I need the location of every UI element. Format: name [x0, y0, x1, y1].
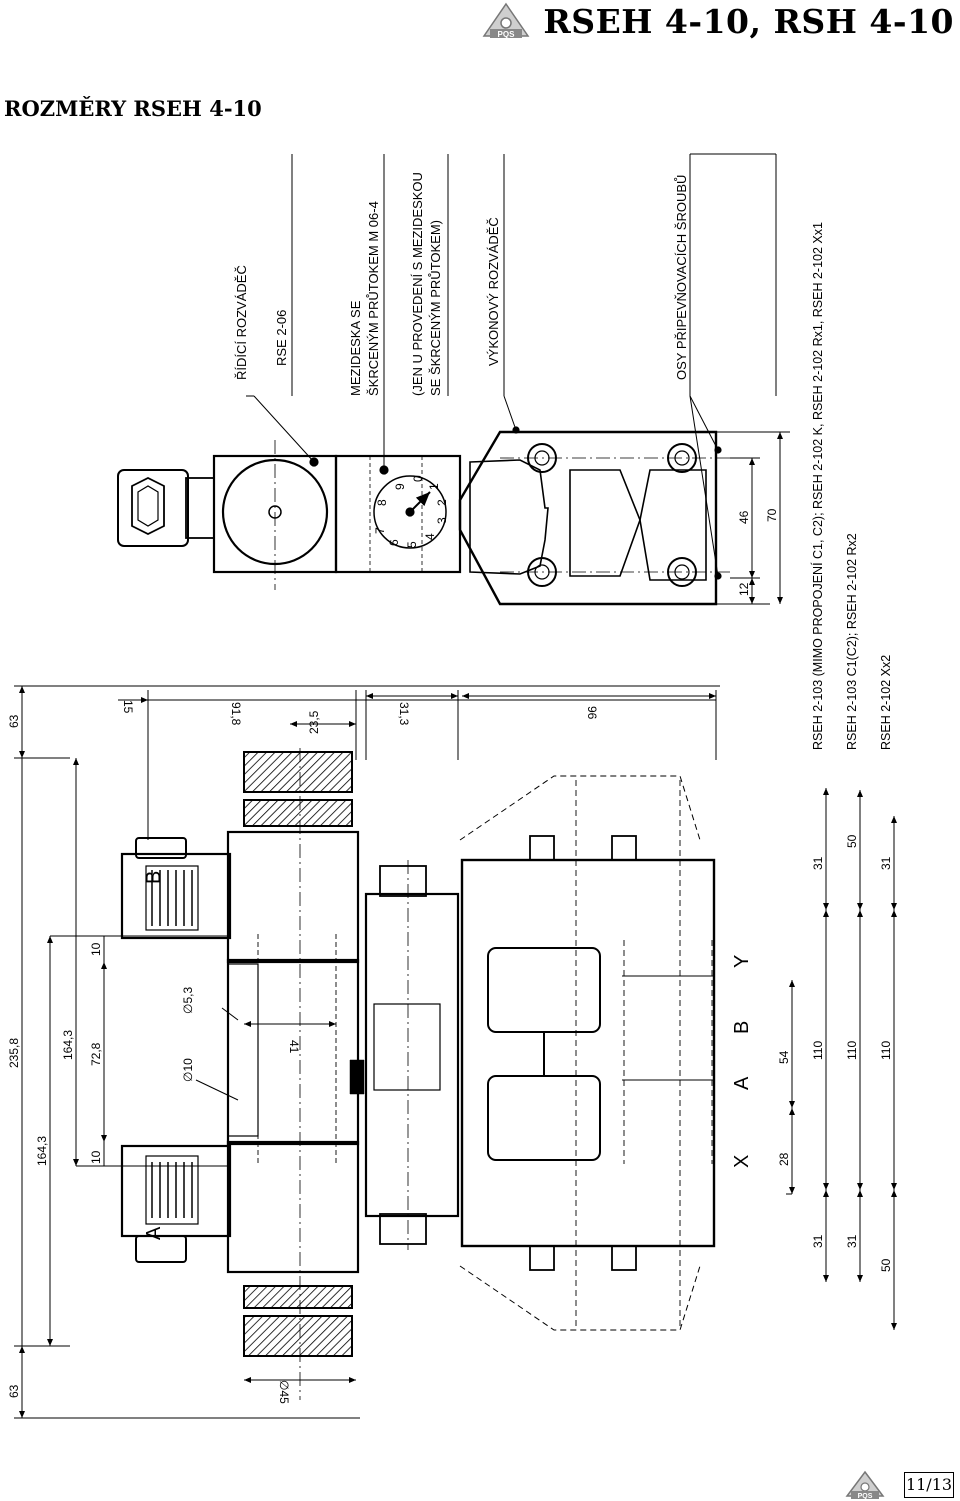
port-x: X: [731, 1154, 753, 1168]
section-title: ROZMĚRY RSEH 4-10: [4, 96, 262, 121]
main-valve-flange: [460, 427, 730, 604]
callout-bolt-axes: OSY PŘIPEVŇOVACÍCH ŠROUBŮ: [674, 174, 689, 380]
header-title: RSEH 4-10, RSH 4-10: [543, 2, 954, 41]
callout-control-valve-type: RSE 2-06: [274, 309, 289, 366]
dim-63-bottom: 63: [7, 1384, 21, 1398]
dim-164-left: 164,3: [61, 1029, 75, 1060]
coil-a: [122, 1146, 230, 1262]
dial-7: 7: [373, 527, 387, 534]
dim-r2-31: 31: [845, 1234, 859, 1248]
dial-2: 2: [435, 499, 449, 506]
dial-1: 1: [427, 483, 441, 490]
variant-row3: RSEH 2-102 Xx2: [879, 654, 893, 750]
dim-46: 46: [737, 510, 751, 524]
intermediate-plate-top: [336, 456, 460, 572]
dim-r1-31b: 31: [811, 1234, 825, 1248]
dial-6: 6: [387, 539, 401, 546]
dim-63-top: 63: [7, 714, 21, 728]
dim-r2-50: 50: [845, 834, 859, 848]
dim-15: 15: [121, 700, 135, 714]
coil-label-a: A: [143, 1226, 165, 1240]
dim-r3-110: 110: [879, 1040, 893, 1060]
page-number: 11/13: [904, 1472, 954, 1498]
callout-plate-line1: MEZIDESKA SE: [348, 300, 363, 396]
solenoid-nut-top: [244, 752, 352, 826]
dim-phi10: ∅10: [181, 1058, 195, 1082]
dial-0: 0: [411, 475, 425, 482]
dial-5: 5: [405, 541, 419, 548]
dial-8: 8: [375, 499, 389, 506]
dim-41: 41: [287, 1040, 301, 1054]
dim-54: 54: [777, 1050, 791, 1064]
dim-10-right: 10: [89, 1150, 103, 1164]
dim-r1-31a: 31: [811, 856, 825, 870]
dim-918: 91,8: [229, 702, 243, 726]
dim-r3-31: 31: [879, 856, 893, 870]
dial-9: 9: [393, 483, 407, 490]
control-valve-top: [214, 440, 336, 590]
main-valve-side: [460, 776, 714, 1330]
footer-pqs-logo: [842, 1470, 888, 1500]
port-b: B: [731, 1020, 753, 1034]
dim-70: 70: [765, 508, 779, 522]
coil-label-b: B: [143, 870, 165, 884]
variant-row2: RSEH 2-103 C1(C2); RSEH 2-102 Rx2: [845, 533, 859, 750]
dial-4: 4: [423, 533, 437, 540]
dim-r1-110: 110: [811, 1040, 825, 1060]
callout-plate-note1: (JEN U PROVEDENÍ S MEZIDESKOU: [410, 172, 425, 396]
dim-28: 28: [777, 1152, 791, 1166]
callout-control-valve: ŘÍDÍCÍ ROZVÁDĚČ: [234, 265, 249, 380]
dim-164-right: 164,3: [35, 1135, 49, 1166]
dim-313: 31,3: [397, 702, 411, 726]
coil-b: [122, 838, 230, 938]
dim-phi53: ∅5,3: [181, 986, 195, 1014]
dim-235: 235,8: [7, 1037, 21, 1068]
callout-main-valve: VÝKONOVÝ ROZVÁDĚČ: [486, 217, 501, 366]
dim-235b: 23,5: [307, 710, 321, 734]
variant-row1: RSEH 2-103 (MIMO PROPOJENÍ C1, C2); RSEH 2-102 K, RSEH 2-102 Rx1, RSEH 2-102 Xx1: [811, 222, 825, 750]
dim-r2-110: 110: [845, 1040, 859, 1060]
dim-10-left: 10: [89, 942, 103, 956]
dim-72: 72,8: [89, 1042, 103, 1066]
solenoid-nut-bottom: [244, 1286, 352, 1356]
footer-logo-text: PQS: [857, 1493, 873, 1500]
dim-phi45: ∅45: [277, 1380, 291, 1404]
intermediate-plate-side: [366, 860, 458, 1250]
port-a: A: [731, 1076, 753, 1090]
dim-96: 96: [585, 706, 599, 720]
dial-3: 3: [435, 517, 449, 524]
coil-plug-nut: [118, 470, 214, 546]
dim-12: 12: [737, 582, 751, 596]
port-y: Y: [731, 954, 753, 968]
dim-r3-50: 50: [879, 1258, 893, 1272]
logo-text: PQS: [497, 30, 515, 39]
callout-plate-line2: ŠKRCENÝM PRŮTOKEM M 06-4: [366, 201, 381, 396]
callout-plate-note2: SE ŠKRCENÝM PRŮTOKEM): [428, 219, 443, 396]
